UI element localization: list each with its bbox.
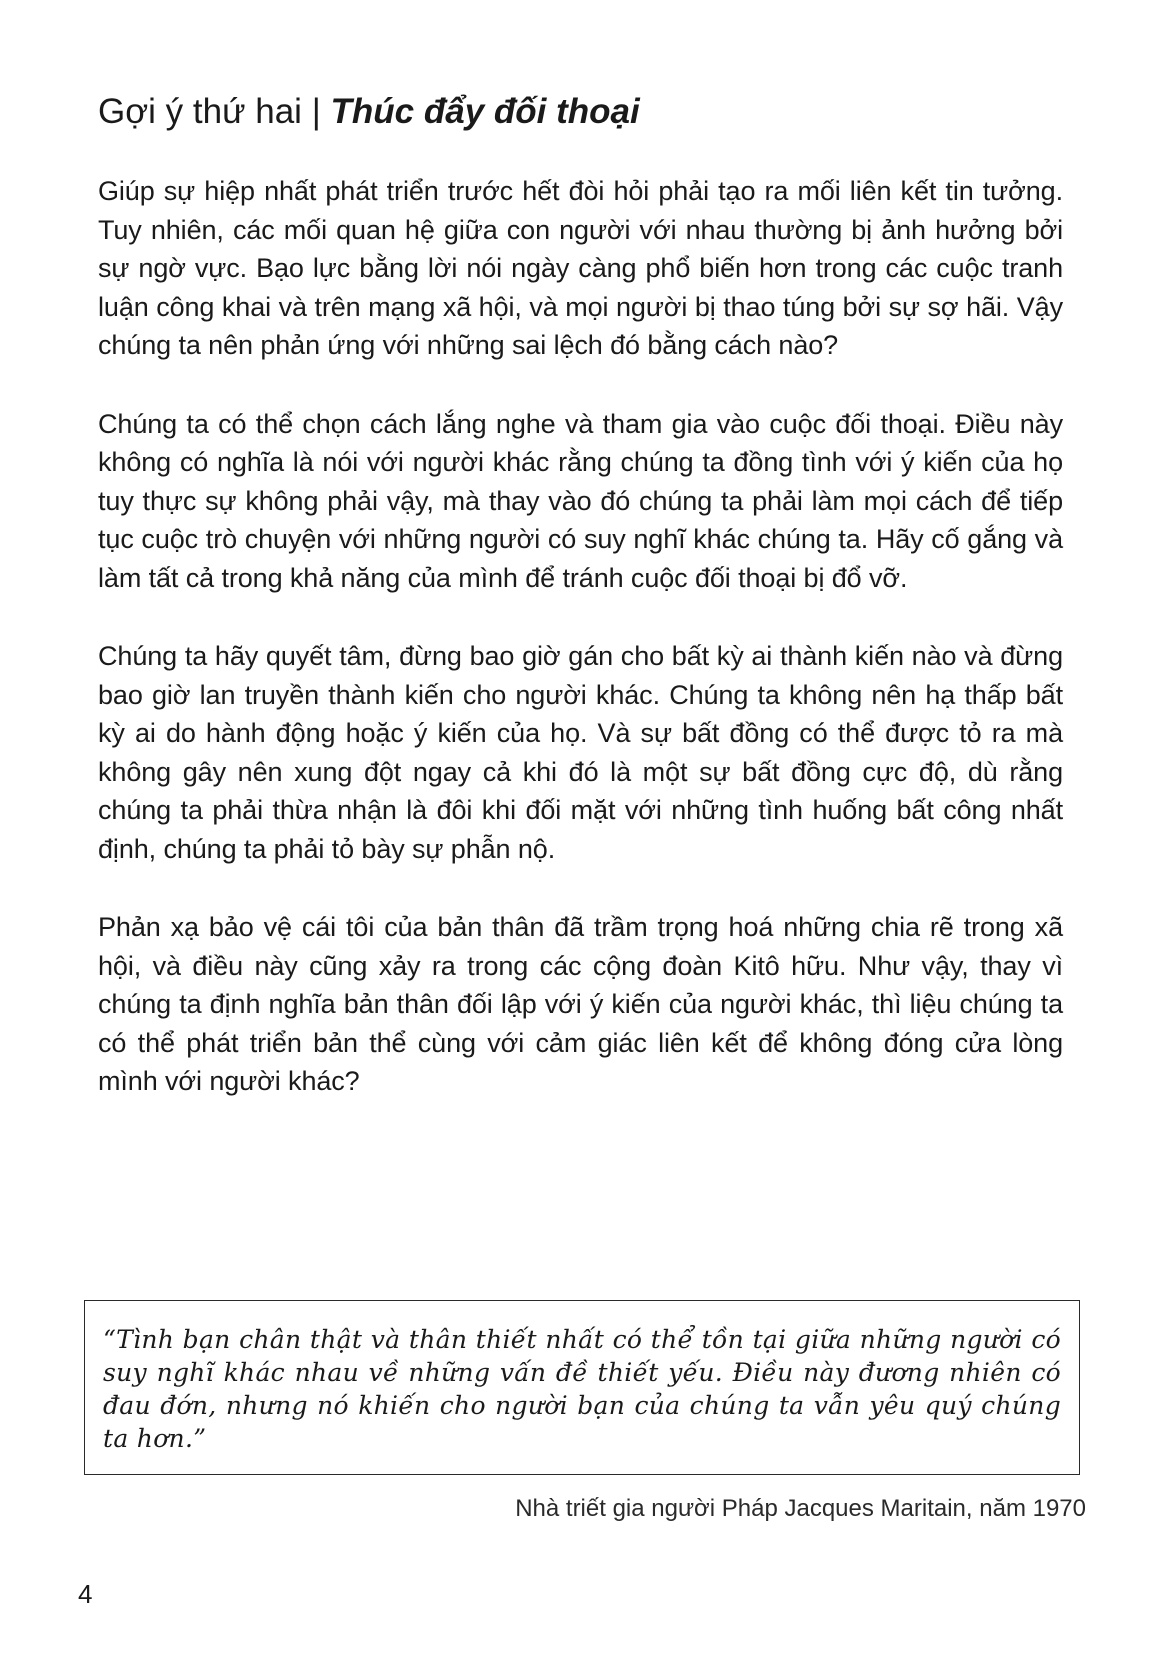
- quote-text: “Tình bạn chân thật và thân thiết nhất có thể tồn tại giữa những người có suy nghĩ khác nhau về những vấn đề thiết yếu. Điều này đương nhiên có đau đớn, nhưng nó khiến cho người bạn của chúng ta vẫn yêu quý chúng ta hơn.”: [103, 1325, 1061, 1453]
- paragraph-1: Giúp sự hiệp nhất phát triển trước hết đòi hỏi phải tạo ra mối liên kết tin tưởng. Tuy nhiên, các mối quan hệ giữa con người với nhau thường bị ảnh hưởng bởi sự ngờ vực. Bạo lực bằng lời nói ngày càng phổ biến hơn trong các cuộc tranh luận công khai và trên mạng xã hội, và mọi người bị thao túng bởi sự sợ hãi. Vậy chúng ta nên phản ứng với những sai lệch đó bằng cách nào?: [98, 176, 1063, 360]
- page-number: 4: [78, 1579, 93, 1609]
- body-text: [98, 172, 1063, 1141]
- title-main: Gợi ý thứ hai: [98, 92, 302, 131]
- title-emphasis: Thúc đẩy đối thoại: [330, 92, 640, 131]
- paragraph-2: Chúng ta có thể chọn cách lắng nghe và tham gia vào cuộc đối thoại. Điều này không có nghĩa là nói với người khác rằng chúng ta đồng tình với ý kiến của họ tuy thực sự không phải vậy, mà thay vào đó chúng ta phải làm mọi cách để tiếp tục cuộc trò chuyện với những người có suy nghĩ khác chúng ta. Hãy cố gắng và làm tất cả trong khả năng của mình để tránh cuộc đối thoại bị đổ vỡ.: [98, 408, 1063, 593]
- quote-attribution: Nhà triết gia người Pháp Jacques Maritain, năm 1970: [515, 1495, 1086, 1522]
- paragraph-3: Chúng ta hãy quyết tâm, đừng bao giờ gán cho bất kỳ ai thành kiến nào và đừng bao giờ lan truyền thành kiến cho người khác. Chúng ta không nên hạ thấp bất kỳ ai do hành động hoặc ý kiến của họ. Và sự bất đồng có thể được tỏ ra mà không gây nên xung đột ngay cả khi đó là một sự bất đồng cực độ, dù rằng chúng ta phải thừa nhận là đôi khi đối mặt với những tình huống bất công nhất định, chúng ta phải tỏ bày sự phẫn nộ.: [98, 641, 1063, 864]
- title-separator: |: [311, 92, 321, 131]
- paragraph-4: Phản xạ bảo vệ cái tôi của bản thân đã trầm trọng hoá những chia rẽ trong xã hội, và điều này cũng xảy ra trong các cộng đoàn Kitô hữu. Như vậy, thay vì chúng ta định nghĩa bản thân đối lập với ý kiến của người khác, thì liệu chúng ta có thể phát triển bản thể cùng với cảm giác liên kết để không đóng cửa lòng mình với người khác?: [98, 912, 1063, 1096]
- quote-box: [84, 1300, 1080, 1475]
- page-title: [98, 88, 640, 136]
